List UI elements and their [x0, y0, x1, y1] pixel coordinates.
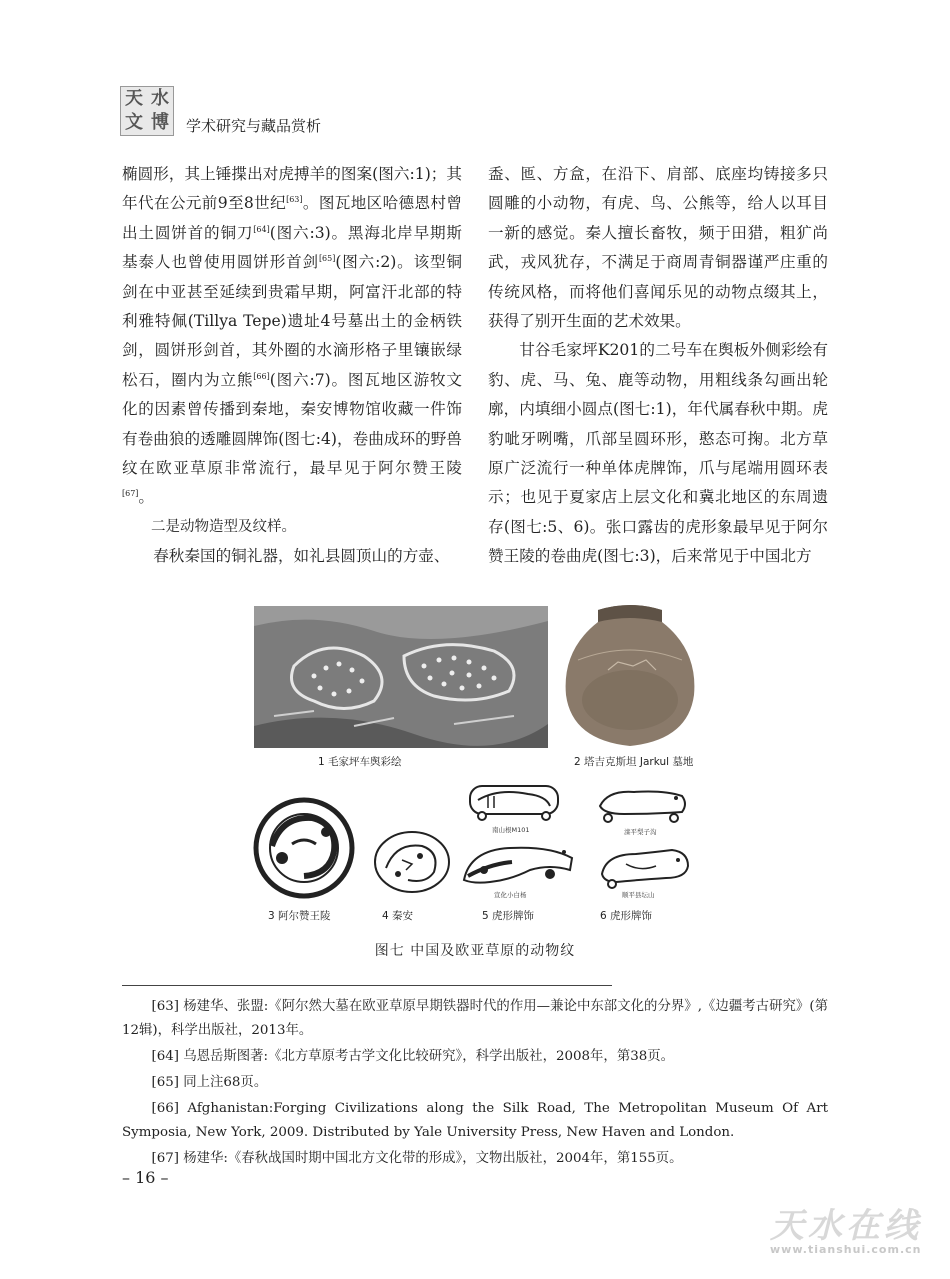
watermark-text: 天水在线	[770, 1206, 922, 1246]
page-number: – 16 –	[122, 1168, 169, 1187]
tiger-plaque-image	[596, 844, 694, 890]
left-paragraph-1: 椭圆形，其上锤揲出对虎搏羊的图案(图六:1)；其年代在公元前9至8世纪[63]。图瓦地区哈德恩村曾出土圆饼首的铜刀[64](图六:3)。黑海北岸早期斯基泰人也曾使用圆饼形首剑[65](图六:2)。该型铜剑在中亚甚至延续到贵霜早期，阿富汗北部的特利雅特佩(Tillya Tepe)遗址4号墓出土的金柄铁剑，圆饼形剑首，其外圈的水滴形格子里镶嵌绿松石，圈内为立熊[66](图六:7)。图瓦地区游牧文化的因素曾传播到秦地，秦安博物馆收藏一件饰有卷曲狼的透雕圆牌饰(图七:4)，卷曲成环的野兽纹在欧亚草原非常流行，最早见于阿尔赞王陵[67]。	[122, 165, 462, 507]
footnote-ref[interactable]: [63]	[286, 195, 303, 205]
qinan-plaque-image	[372, 828, 452, 896]
right-paragraph-2: 甘谷毛家坪K201的二号车在舆板外侧彩绘有豹、虎、马、兔、鹿等动物，用粗线条勾画出轮廓，内填细小圆点(图七:1)，年代属春秋中期。虎豹呲牙咧嘴，爪部呈圆环形，憨态可掬。北方草原广泛流行一种单体虎牌饰，爪与尾端用圆环表示；也见于夏家店上层文化和冀北地区的东周遗存(图七:5、6)。张口露齿的虎形象最早见于阿尔赞王陵的卷曲虎(图七:3)，后来常见于中国北方	[488, 341, 828, 566]
small-label-2: 滦平梨子沟	[624, 828, 657, 836]
caption-2: 2 塔吉克斯坦 Jarkul 墓地	[574, 756, 694, 768]
logo-char: 天	[125, 88, 143, 109]
footnote-67: [67] 杨建华:《春秋战国时期中国北方文化带的形成》，文物出版社，2004年，第155页。	[151, 1151, 683, 1166]
section-title: 学术研究与藏品赏析	[186, 117, 322, 135]
footnote-ref[interactable]: [67]	[122, 489, 139, 499]
caption-1: 1 毛家坪车舆彩绘	[318, 756, 402, 768]
footnote-66: [66] Afghanistan:Forging Civilizations along the Silk Road, The Metropolitan Museum Of Art Symposia, New York, 2009. Distributed by Yale University Press, New Haven and London.	[122, 1101, 828, 1140]
panel-1-painted-board	[254, 606, 548, 748]
footnote-rule	[122, 985, 612, 986]
panel-6-tiger-plaque-a	[594, 784, 690, 824]
tiger-plaque-image	[594, 784, 690, 824]
logo-char: 文	[125, 112, 143, 133]
footnote-ref[interactable]: [64]	[253, 224, 270, 234]
panel-3-coiled-beast	[252, 796, 356, 900]
right-paragraph-1: 盉、匜、方盒，在沿下、肩部、底座均铸接多只圆雕的小动物，有虎、鸟、公熊等，给人以耳目一新的感觉。秦人擅长畜牧，频于田猎，粗犷尚武，戎风犹存，不满足于商周青铜器谨严庄重的传统风格，而将他们喜闻乐见的动物点缀其上，获得了别开生面的艺术效果。	[488, 165, 828, 331]
caption-4: 4 秦安	[382, 910, 414, 922]
tiger-plaque-image	[468, 778, 560, 822]
left-column	[122, 160, 462, 572]
small-label-4: 顺平县坛山	[622, 891, 655, 899]
footnote-ref[interactable]: [65]	[318, 254, 336, 264]
panel-2-pot	[558, 600, 702, 750]
left-paragraph-2: 春秋秦国的铜礼器，如礼县圆顶山的方壶、	[153, 547, 450, 566]
caption-3: 3 阿尔赞王陵	[268, 910, 331, 922]
small-label-1: 南山根M101	[492, 826, 530, 834]
watermark-url: www.tianshui.com.cn	[770, 1243, 922, 1256]
pot-image	[558, 600, 702, 750]
panel-6-tiger-plaque-b	[596, 844, 694, 890]
caption-5: 5 虎形牌饰	[482, 910, 535, 922]
logo-char: 博	[151, 112, 169, 133]
caption-6: 6 虎形牌饰	[600, 910, 653, 922]
painted-board-image	[254, 606, 548, 748]
coiled-beast-image	[252, 796, 356, 900]
footnote-63: [63] 杨建华、张盟:《阿尔然大墓在欧亚草原早期铁器时代的作用—兼论中东部文化的分界》,《边疆考古研究》(第12辑)，科学出版社，2013年。	[122, 999, 828, 1038]
small-label-3: 宣化小白杨	[494, 891, 527, 899]
right-column	[488, 160, 828, 572]
footnote-64: [64] 乌恩岳斯图著:《北方草原考古学文化比较研究》，科学出版社，2008年，第38页。	[151, 1049, 675, 1064]
watermark	[770, 1198, 945, 1256]
logo-char: 水	[151, 88, 169, 109]
subheading: 二是动物造型及纹样。	[151, 518, 296, 535]
panel-4-qinan-plaque	[372, 828, 452, 896]
tiger-plaque-image	[460, 840, 578, 890]
footnotes	[122, 995, 828, 1173]
panel-5-tiger-plaque-a	[468, 778, 560, 822]
figure-7	[240, 598, 710, 928]
footnote-65: [65] 同上注68页。	[151, 1075, 268, 1090]
footnote-ref[interactable]: [66]	[253, 371, 270, 381]
figure-title: 图七 中国及欧亚草原的动物纹	[374, 943, 576, 959]
panel-5-tiger-plaque-b	[460, 840, 578, 890]
journal-logo	[120, 86, 174, 136]
